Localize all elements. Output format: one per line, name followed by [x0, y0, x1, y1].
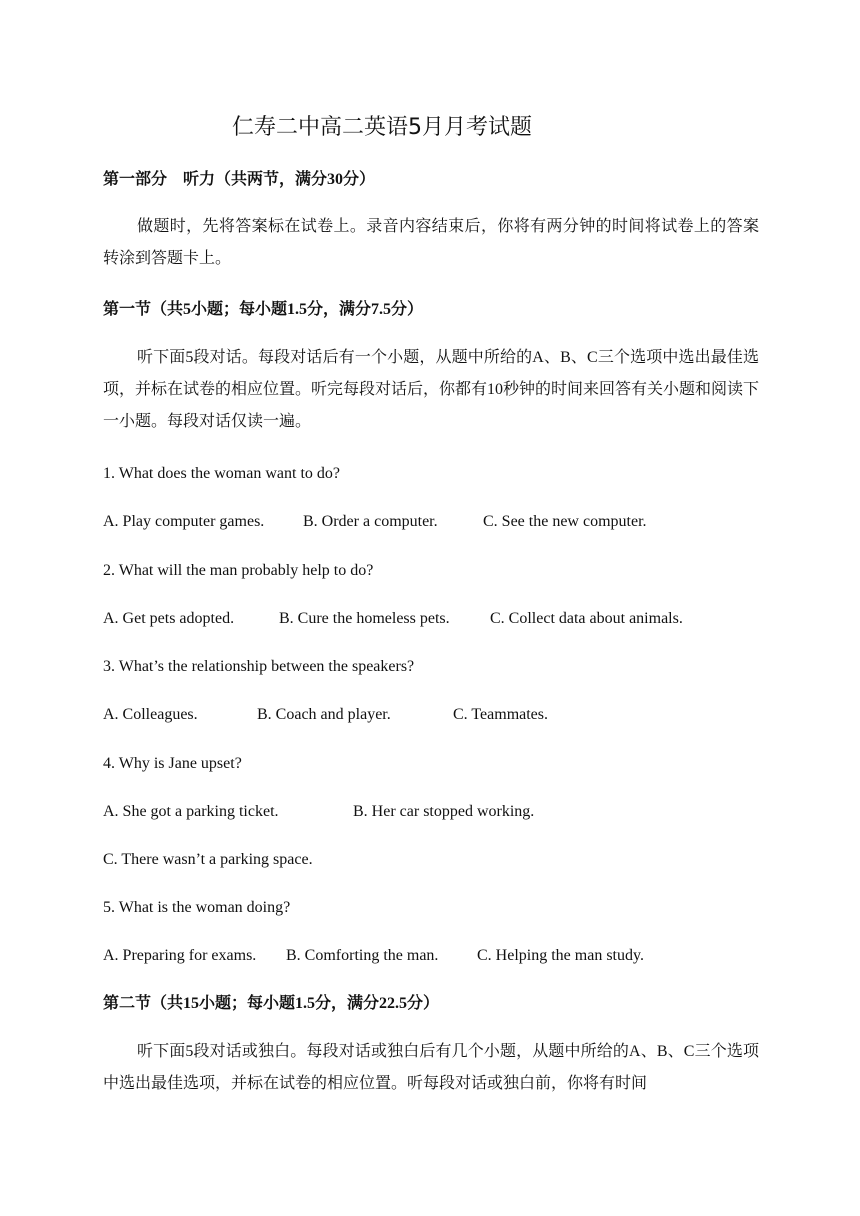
question-4-stem: 4. Why is Jane upset? — [103, 755, 242, 772]
question-2-stem: 2. What will the man probably help to do? — [103, 562, 374, 579]
question-3-option-a: A. Colleagues. — [103, 706, 198, 723]
question-3-option-c: C. Teammates. — [453, 706, 549, 723]
question-5-stem: 5. What is the woman doing? — [103, 899, 291, 916]
question-2-option-c: C. Collect data about animals. — [490, 610, 683, 627]
exam-title: 仁寿二中高二英语5月月考试题 — [232, 115, 532, 140]
question-2-option-b: B. Cure the homeless pets. — [279, 610, 450, 627]
question-5-option-a: A. Preparing for exams. — [103, 947, 257, 964]
question-1-option-c: C. See the new computer. — [483, 513, 647, 530]
question-2-option-a: A. Get pets adopted. — [103, 610, 235, 627]
question-4-option-c: C. There wasn’t a parking space. — [103, 851, 313, 868]
question-1-stem: 1. What does the woman want to do? — [103, 465, 340, 482]
question-1-option-b: B. Order a computer. — [303, 513, 438, 530]
part1-instructions: 做题时，先将答案标在试卷上。录音内容结束后，你将有两分钟的时间将试卷上的答案转涂到答题卡上。 — [103, 218, 759, 267]
question-3-stem: 3. What’s the relationship between the speakers? — [103, 658, 415, 675]
question-3-option-b: B. Coach and player. — [257, 706, 391, 723]
question-1-option-a: A. Play computer games. — [103, 513, 265, 530]
section1-instructions: 听下面5段对话。每段对话后有一个小题，从题中所给的A、B、C三个选项中选出最佳选项，并标在试卷的相应位置。听完每段对话后，你都有10秒钟的时间来回答有关小题和阅读下一小题。每段对话仅读一遍。 — [103, 349, 760, 430]
section2-heading: 第二节（共15小题；每小题1.5分，满分22.5分） — [103, 995, 440, 1012]
section1-heading: 第一节（共5小题；每小题1.5分，满分7.5分） — [103, 301, 424, 318]
question-4-option-b: B. Her car stopped working. — [353, 803, 535, 820]
question-4-option-a: A. She got a parking ticket. — [103, 803, 279, 820]
section2-instructions: 听下面5段对话或独白。每段对话或独白后有几个小题，从题中所给的A、B、C三个选项中选出最佳选项，并标在试卷的相应位置。听每段对话或独白前，你将有时间 — [103, 1043, 759, 1092]
question-5-option-c: C. Helping the man study. — [477, 947, 644, 964]
question-5-option-b: B. Comforting the man. — [286, 947, 439, 964]
part1-heading: 第一部分 听力（共两节，满分30分） — [103, 171, 376, 188]
